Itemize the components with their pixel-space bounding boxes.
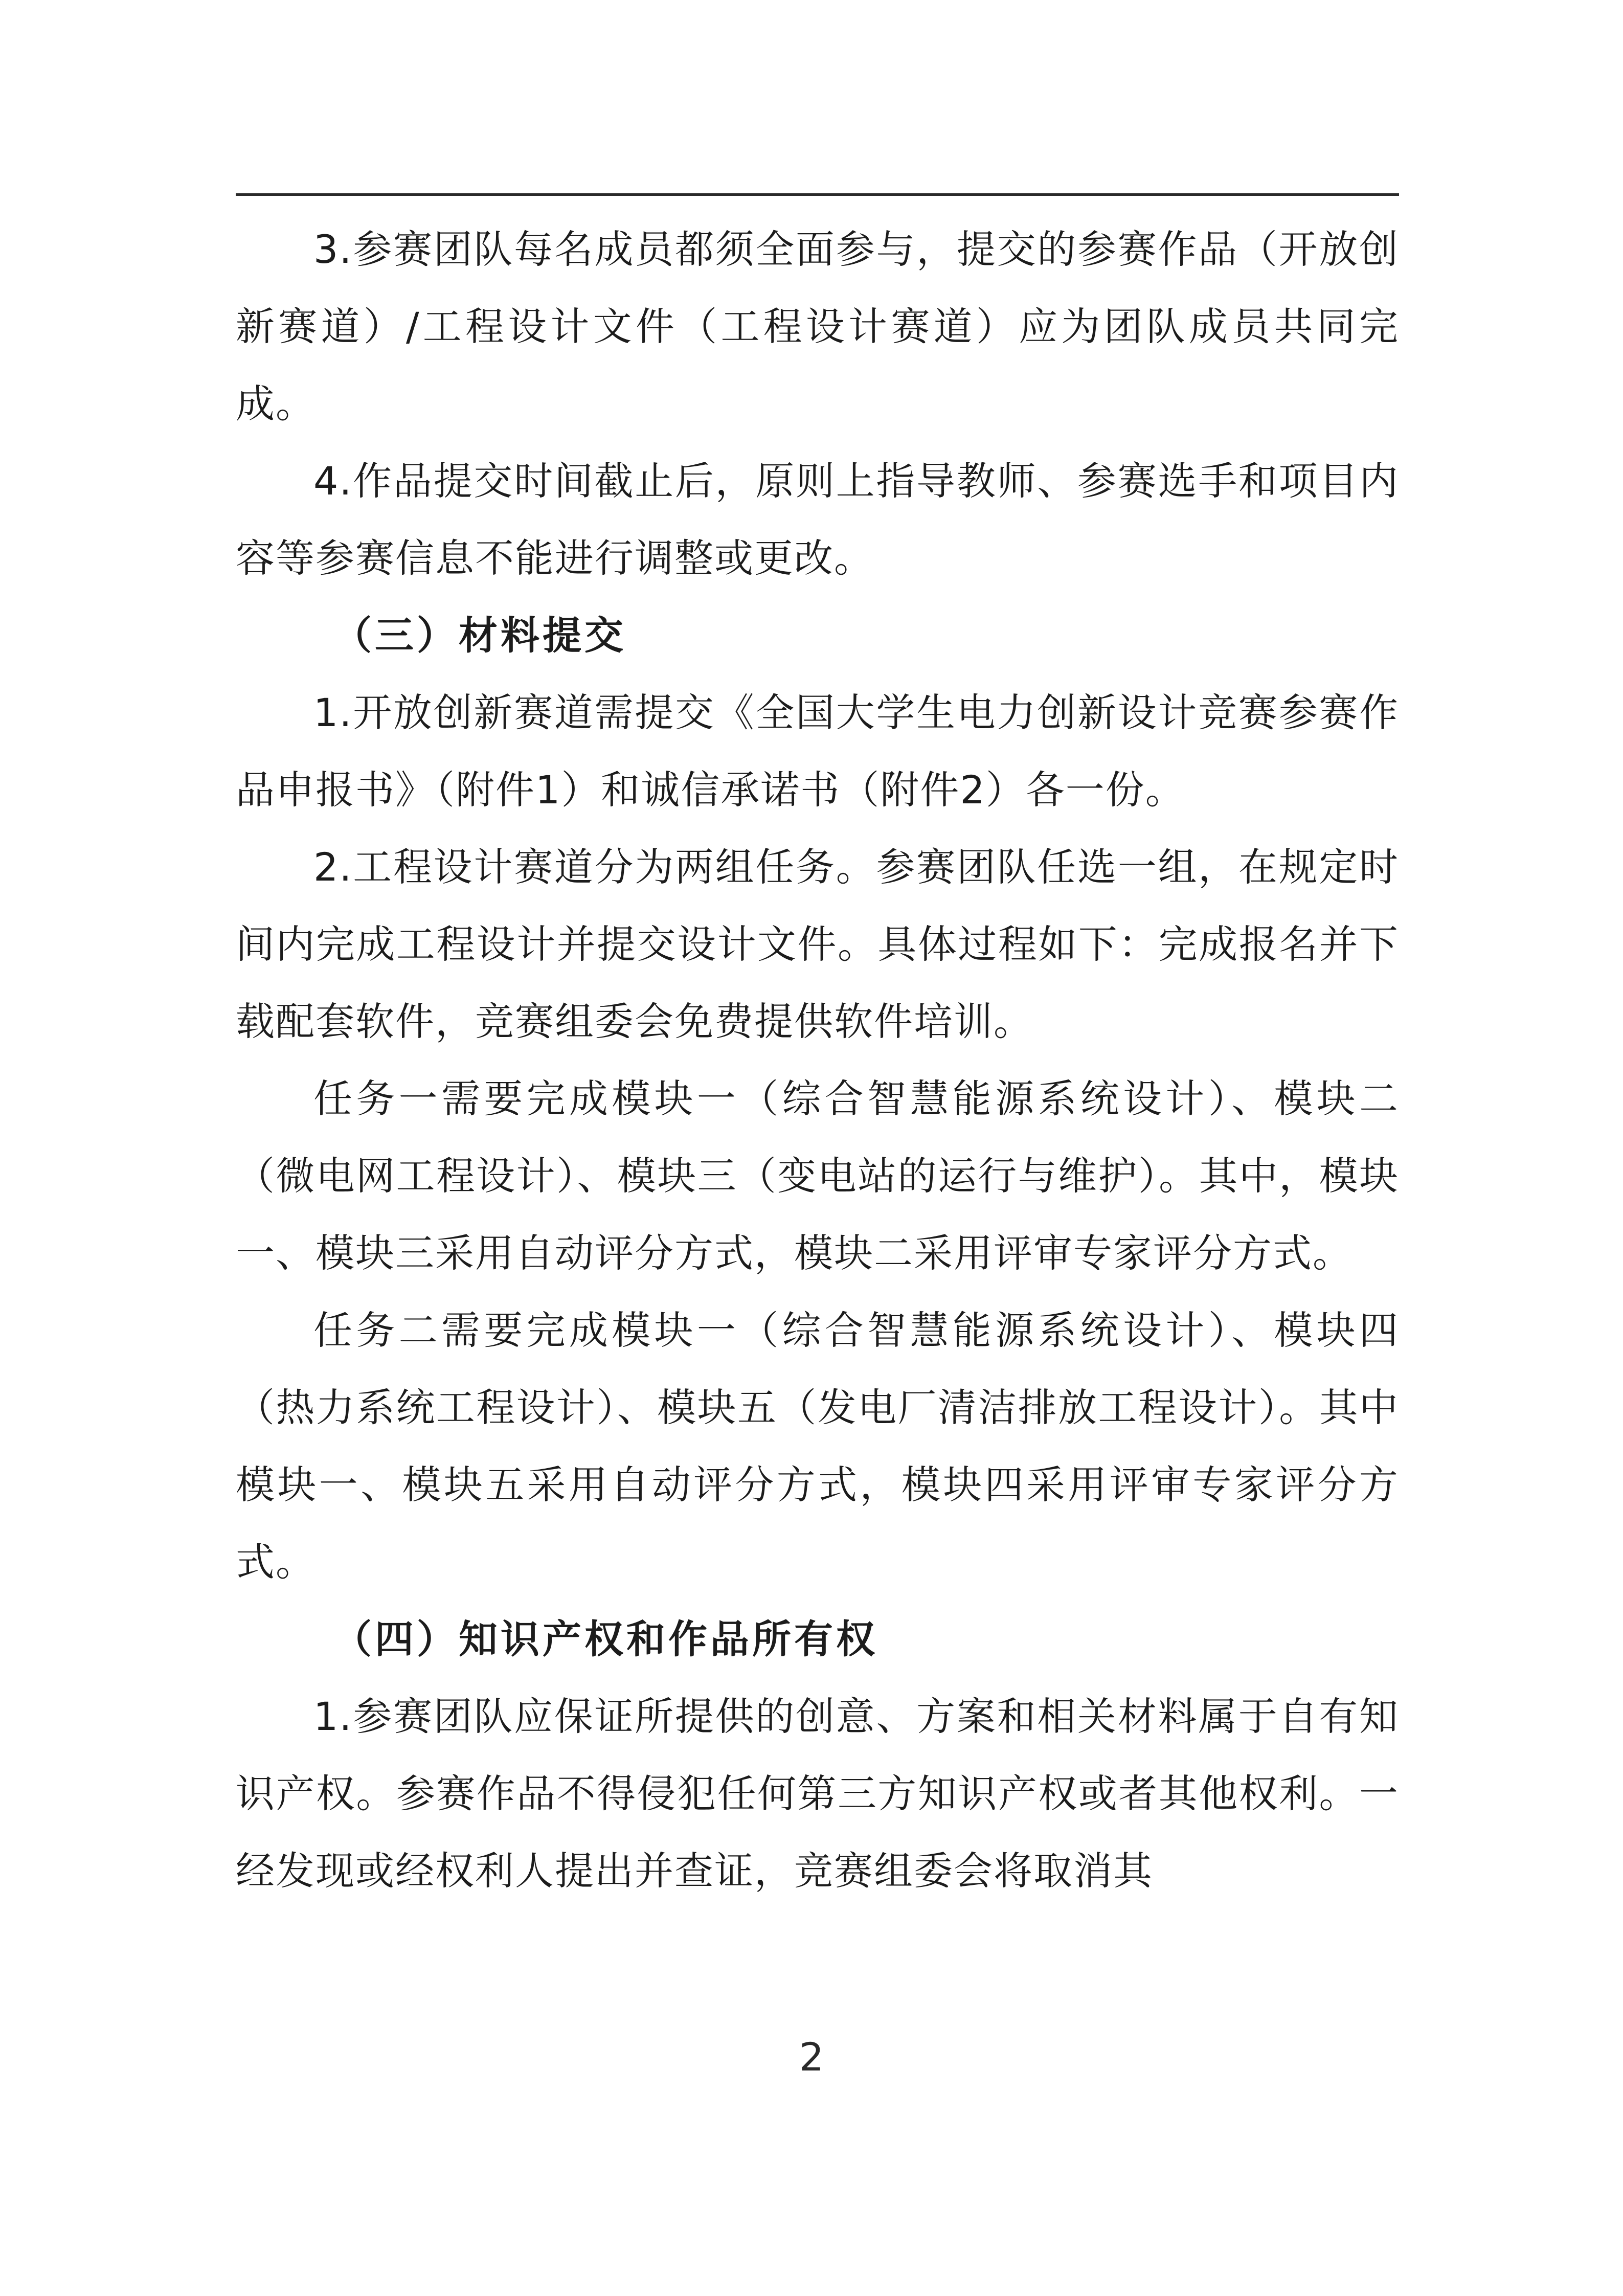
paragraph-task-one: 任务一需要完成模块一（综合智慧能源系统设计）、模块二（微电网工程设计）、模块三（变电站的运行与维护）。其中，模块一、模块三采用自动评分方式，模块二采用评审专家评分方式。 (236, 1076, 1399, 1276)
paragraph-item-4-deadline: 4.作品提交时间截止后，原则上指导教师、参赛选手和项目内容等参赛信息不能进行调整或更改。 (236, 458, 1399, 581)
paragraph-task-two: 任务二需要完成模块一（综合智慧能源系统设计）、模块四（热力系统工程设计）、模块五（发电厂清洁排放工程设计）。其中模块一、模块五采用自动评分方式，模块四采用评审专家评分方式。 (236, 1308, 1399, 1585)
body-text (236, 211, 1399, 1909)
paragraph-ip-ownership: 1.参赛团队应保证所提供的创意、方案和相关材料属于自有知识产权。参赛作品不得侵犯任何第三方知识产权或者其他权利。一经发现或经权利人提出并查证，竞赛组委会将取消其 (236, 1694, 1399, 1894)
section-heading-ip: （四）知识产权和作品所有权 (333, 1616, 878, 1662)
header-rule (236, 193, 1399, 196)
paragraph-open-innovation-track: 1.开放创新赛道需提交《全国大学生电力创新设计竞赛参赛作品申报书》（附件1）和诚信承诺书（附件2）各一份。 (236, 690, 1399, 813)
page-number: 2 (799, 2034, 824, 2080)
paragraph-item-3-submission: 3.参赛团队每名成员都须全面参与，提交的参赛作品（开放创新赛道）/工程设计文件（工程设计赛道）应为团队成员共同完成。 (236, 227, 1399, 426)
section-heading-materials: （三）材料提交 (333, 613, 626, 658)
paragraph-engineering-track: 2.工程设计赛道分为两组任务。参赛团队任选一组，在规定时间内完成工程设计并提交设计文件。具体过程如下：完成报名并下载配套软件，竞赛组委会免费提供软件培训。 (236, 844, 1399, 1044)
